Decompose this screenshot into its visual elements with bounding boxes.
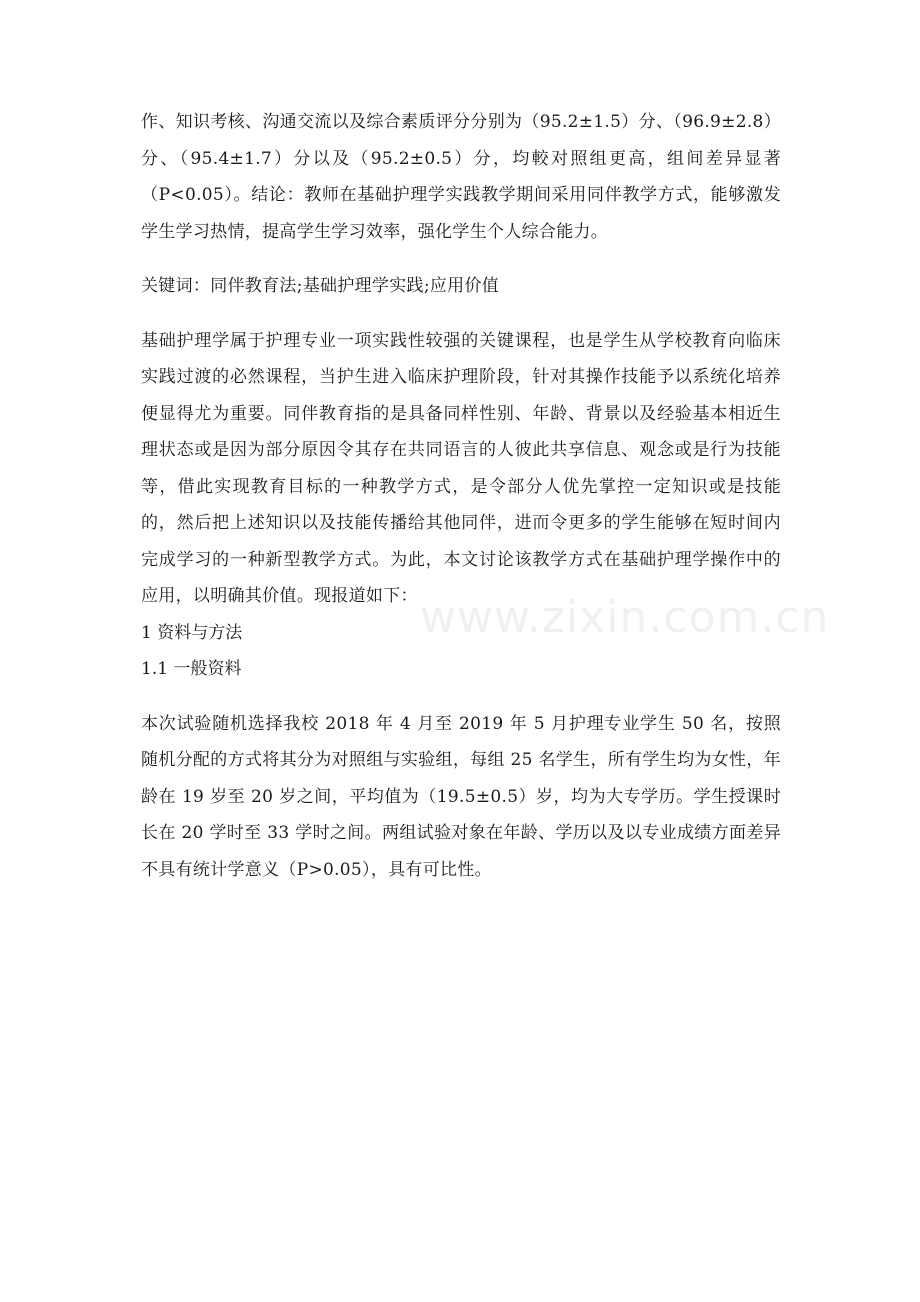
document-body bbox=[141, 104, 781, 888]
keywords-line: 关键词：同伴教育法;基础护理学实践;应用价值 bbox=[141, 276, 500, 296]
materials-paragraph: 本次试验随机选择我校 2018 年 4 月至 2019 年 5 月护理专业学生 50 名，按照随机分配的方式将其分为对照组与实验组，每组 25 名学生，所有学生均为女性，年龄在 19 岁至 20 岁之间，平均值为（19.5±0.5）岁，均为大专学历。学生授课时长在 20 学时至 33 学时之间。两组试验对象在年龄、学历以及以专业成绩方面差异不具有统计学意义（P>0.05），具有可比性。 bbox=[141, 713, 781, 880]
watermark: www.zixin.com.cn bbox=[420, 592, 830, 643]
section-heading: 1 资料与方法 bbox=[141, 622, 243, 643]
abstract-results-paragraph: 作、知识考核、沟通交流以及综合素质评分分别为（95.2±1.5）分、（96.9±2.8）分、（95.4±1.7）分以及（95.2±0.5）分，均較对照组更高，组间差异显著（P<0.05）。结论：教师在基础护理学实践教学期间采用同伴教学方式，能够激发学生学习热情，提高学生学习效率，强化学生个人综合能力。 bbox=[141, 112, 781, 242]
subsection-heading: 1.1 一般资料 bbox=[141, 659, 242, 679]
introduction-paragraph: 基础护理学属于护理专业一项实践性较强的关键课程，也是学生从学校教育向临床实践过渡的必然课程，当护生进入临床护理阶段，针对其操作技能予以系统化培养便显得尤为重要。同伴教育指的是具备同样性别、年龄、背景以及经验基本相近生理状态或是因为部分原因令其存在共同语言的人彼此共享信息、观念或是行为技能等，借此实现教育目标的一种教学方式，是令部分人优先掌控一定知识或是技能的，然后把上述知识以及技能传播给其他同伴，进而令更多的学生能够在短时间内完成学习的一种新型教学方式。为此，本文讨论该教学方式在基础护理学操作中的应用，以明确其价值。现报道如下： bbox=[141, 330, 781, 606]
